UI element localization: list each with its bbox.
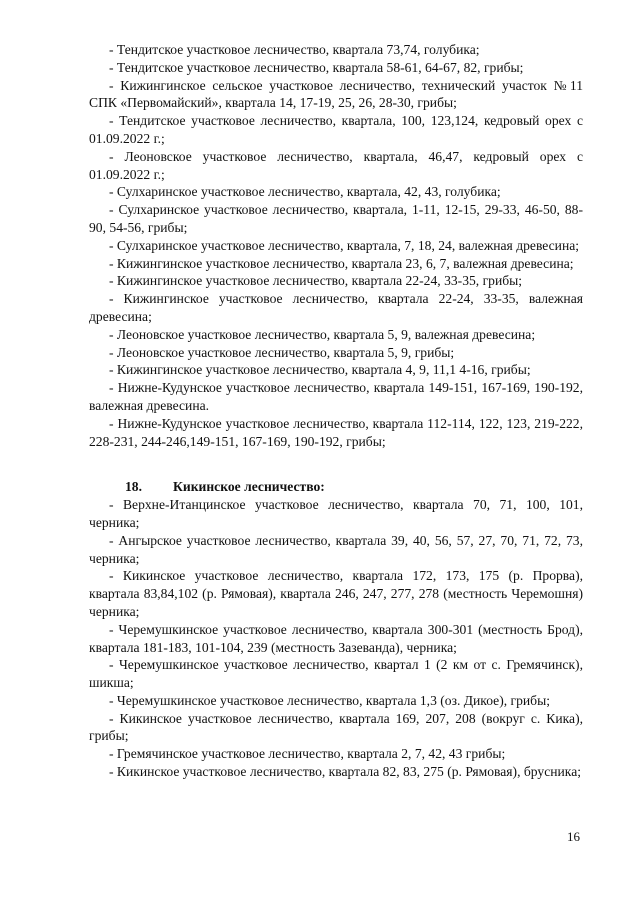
page-content xyxy=(89,41,583,781)
section-heading xyxy=(89,478,583,496)
list-item: - Сулхаринское участковое лесничество, квартала, 1-11, 12-15, 29-33, 46-50, 88-90, 54-56, грибы; xyxy=(89,202,583,235)
list-item: - Леоновское участковое лесничество, квартала, 46,47, кедровый орех с 01.09.2022 г.; xyxy=(89,148,583,182)
list-item: - Сулхаринское участковое лесничество, квартала, 7, 18, 24, валежная древесина; xyxy=(109,237,580,253)
section-number: 18. xyxy=(125,479,142,495)
list-item: - Тендитское участковое лесничество, квартала, 100, 123,124, кедровый орех с 01.09.2022 г.; xyxy=(89,113,583,146)
list-block-1 xyxy=(89,41,583,450)
list-item: - Леоновское участковое лесничество, квартала 5, 9, грибы; xyxy=(109,344,455,360)
list-item: - Леоновское участковое лесничество, квартала 5, 9, валежная древесина; xyxy=(109,326,536,342)
list-item: - Ангырское участковое лесничество, квартала 39, 40, 56, 57, 27, 70, 71, 72, 73, черника; xyxy=(89,532,583,566)
list-item: - Кижингинское участковое лесничество, квартала 22-24, 33-35, валежная древесина; xyxy=(89,291,583,324)
list-item: - Кижингинское участковое лесничество, квартала 4, 9, 11,1 4-16, грибы; xyxy=(109,362,531,378)
list-item: - Черемушкинское участковое лесничество, квартал 1 (2 км от с. Гремячинск), шикша; xyxy=(89,657,583,691)
list-item: - Тендитское участковое лесничество, квартала 73,74, голубика; xyxy=(109,42,480,57)
list-item: - Нижне-Кудунское участковое лесничество, квартала 112-114, 122, 123, 219-222, 228-231, 244-246,149-151, 167-169, 190-192, грибы; xyxy=(89,415,583,449)
list-block-2 xyxy=(89,496,583,781)
list-item: - Сулхаринское участковое лесничество, квартала, 42, 43, голубика; xyxy=(109,184,501,200)
list-item: - Тендитское участковое лесничество, квартала 58-61, 64-67, 82, грибы; xyxy=(109,59,524,75)
page-number: 16 xyxy=(567,829,580,844)
list-item: - Кижингинское сельское участковое лесничество, технический участок №11 СПК «Первомайский», квартала 14, 17-19, 25, 26, 28-30, грибы; xyxy=(89,77,583,111)
list-item: - Кикинское участковое лесничество, квартала 82, 83, 275 (р. Рямовая), брусника; xyxy=(109,764,582,780)
list-item: - Кижингинское участковое лесничество, квартала 23, 6, 7, валежная древесина; xyxy=(109,255,574,271)
section-title: Кикинское лесничество: xyxy=(173,479,325,495)
list-item: - Гремячинское участковое лесничество, квартала 2, 7, 42, 43 грибы; xyxy=(109,746,506,762)
list-item: - Черемушкинское участковое лесничество, квартала 300-301 (местность Брод), квартала 181-183, 101-104, 239 (местность Зазеванда), черника; xyxy=(89,621,583,655)
list-item: - Кижингинское участковое лесничество, квартала 22-24, 33-35, грибы; xyxy=(109,273,523,289)
list-item: - Черемушкинское участковое лесничество, квартала 1,3 (оз. Дикое), грибы; xyxy=(109,692,551,708)
list-item: - Верхне-Итанцинское участковое лесничество, квартала 70, 71, 100, 101, черника; xyxy=(89,497,583,530)
list-item: - Кикинское участковое лесничество, квартала 169, 207, 208 (вокруг с. Кика), грибы; xyxy=(89,710,583,744)
list-item: - Нижне-Кудунское участковое лесничество, квартала 149-151, 167-169, 190-192, валежная древесина. xyxy=(89,380,583,413)
list-item: - Кикинское участковое лесничество, квартала 172, 173, 175 (р. Прорва), квартала 83,84,102 (р. Рямовая), квартала 246, 247, 277, 278 (местность Черемошня) черника; xyxy=(89,568,583,619)
